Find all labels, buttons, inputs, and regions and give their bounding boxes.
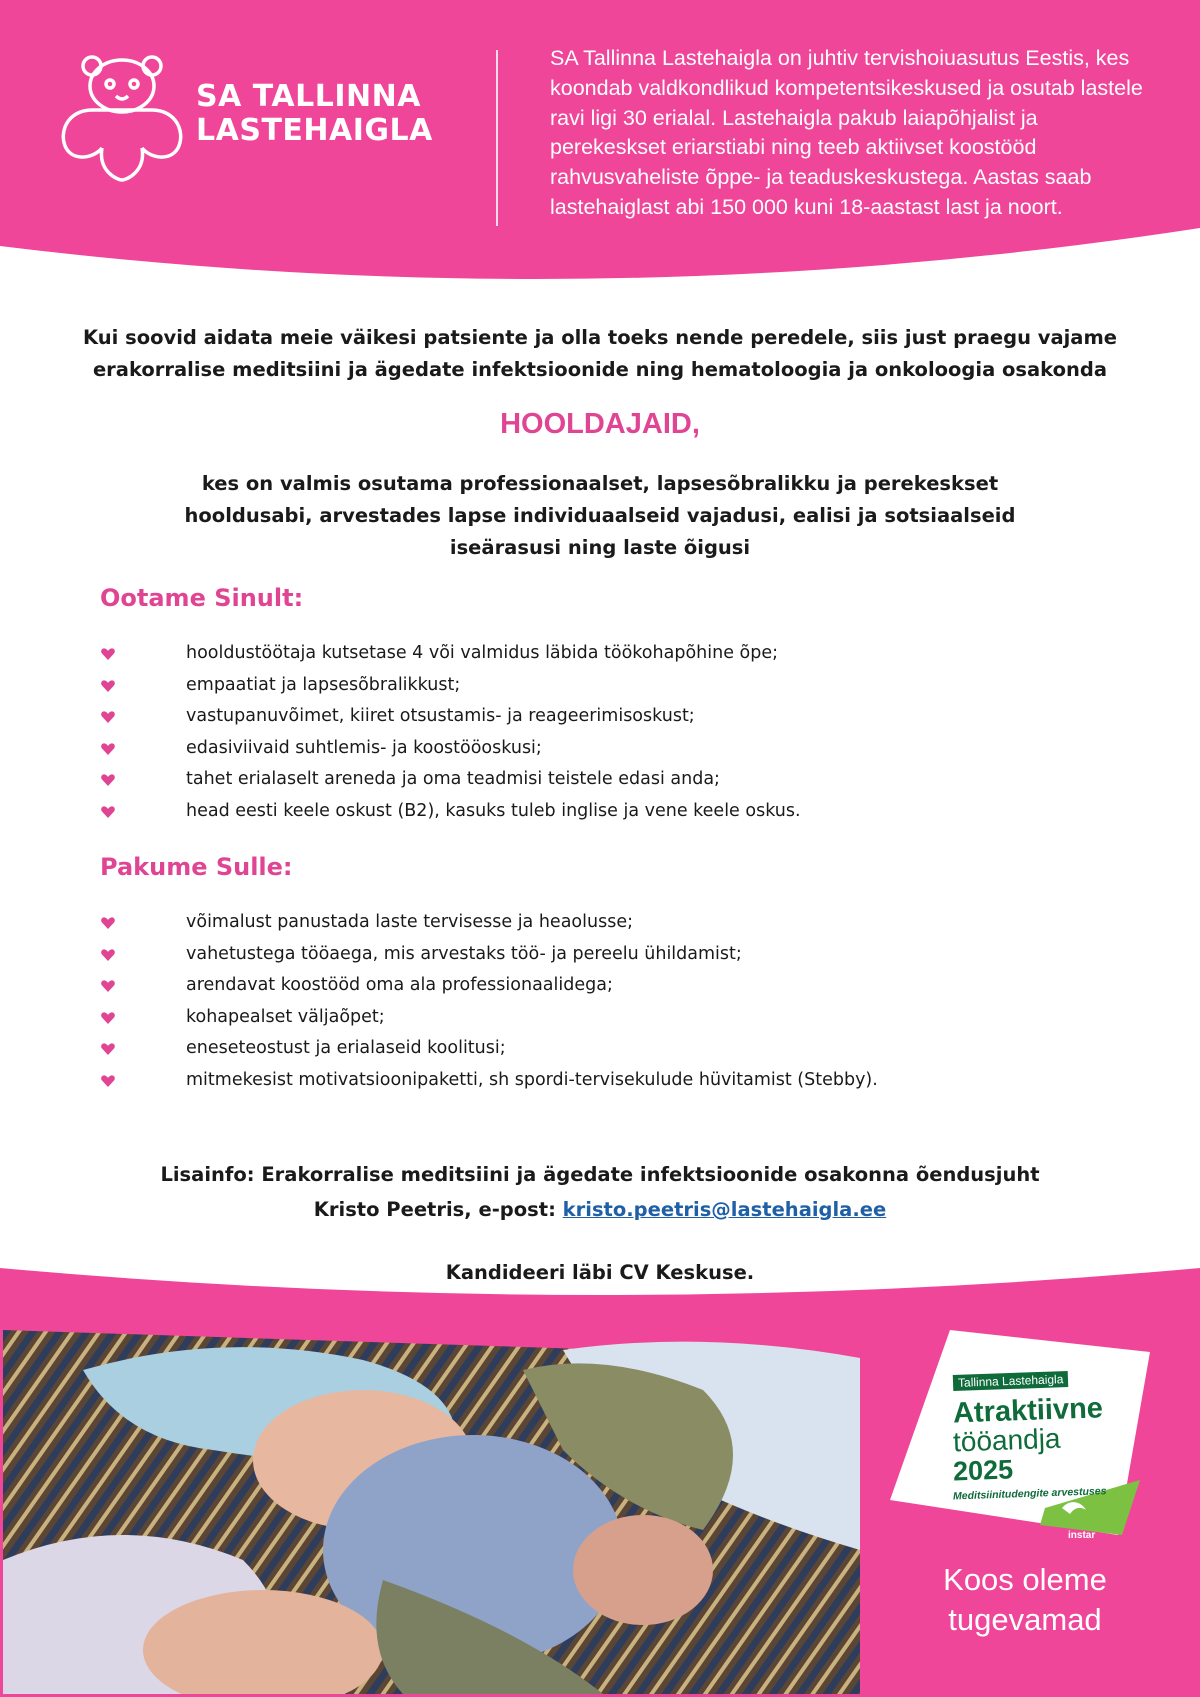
contact-name: Kristo Peetris, e-post: <box>313 1198 563 1221</box>
heart-bullet-icon <box>100 678 116 694</box>
slogan-line-1: Koos oleme <box>943 1562 1107 1597</box>
list-item <box>100 701 1100 733</box>
logo-wordmark <box>196 80 433 148</box>
list-item-text: vahetustega tööaega, mis arvestaks töö- ja pereelu ühildamist; <box>186 943 742 964</box>
logo-line-1: SA TALLINNA <box>196 79 421 114</box>
list-item-text: vastupanuvõimet, kiiret otsustamis- ja reageerimisoskust; <box>186 706 695 726</box>
list-item-text: empaatiat ja lapsesõbralikkust; <box>186 674 461 695</box>
job-description: kes on valmis osutama professionaalset, lapsesõbralikku ja perekeskset hooldusabi, arvestades lapse individuaalseid vajadusi, ealisi ja sotsiaalseid iseärasusi ning laste õigusi <box>184 472 1016 559</box>
heart-bullet-icon <box>100 1041 116 1057</box>
list-item <box>100 1033 1100 1065</box>
heart-bullet-icon <box>100 741 116 757</box>
badge-subtitle: Meditsiinitudengite arvestuses <box>952 1485 1107 1503</box>
hospital-intro: SA Tallinna Lastehaigla on juhtiv tervishoiuasutus Eestis, kes koondab valdkondlikud kompetentsikeskused ja osutab lastele ravi ligi 30 erialal. Lastehaigla pakub laiapõhjalist ja perekeskset eriarstiabi ning teeb aktiivset koostööd rahvusvaheliste õppe- ja teaduskeskustega. Aastas saab lastehaiglast abi 150 000 kuni 18-aastast last ja noort. <box>550 46 1143 219</box>
heart-bullet-icon <box>100 709 116 725</box>
list-item <box>100 733 1100 765</box>
requirements-heading: Ootame Sinult: <box>100 584 304 612</box>
babies-photo <box>3 1330 860 1694</box>
heart-bullet-icon <box>100 1010 116 1026</box>
list-item <box>100 796 1100 828</box>
job-title: HOOLDAJAID, <box>500 408 700 440</box>
list-item <box>100 939 1100 971</box>
heart-bullet-icon <box>100 646 116 662</box>
list-item <box>100 764 1100 796</box>
list-item <box>100 1002 1100 1034</box>
slogan <box>900 1560 1150 1640</box>
requirements-list <box>100 638 1100 827</box>
teddy-bear-icon <box>58 52 188 182</box>
list-item <box>100 638 1100 670</box>
list-item-text: edasiviivaid suhtlemis- ja koostööoskusi; <box>186 737 542 758</box>
slogan-line-2: tugevamad <box>948 1602 1102 1637</box>
contact-info <box>60 1157 1140 1227</box>
list-item-text: kohapealset väljaõpet; <box>186 1006 385 1027</box>
contact-line-1: Lisainfo: Erakorralise meditsiini ja ägedate infektsioonide osakonna õendusjuht <box>160 1163 1040 1186</box>
heart-bullet-icon <box>100 1073 116 1089</box>
lead-text: Kui soovid aidata meie väikesi patsiente ja olla toeks nende peredele, siis just praegu vajame erakorralise meditsiini ja ägedate infektsioonide ning hematoloogia ja onkoloogia osakonda <box>82 326 1118 381</box>
list-item-text: arendavat koostööd oma ala professionaalidega; <box>186 975 613 995</box>
badge-brand: instar <box>1068 1530 1096 1541</box>
list-item-text: eneseteostust ja erialaseid koolitusi; <box>186 1038 506 1058</box>
header-divider <box>496 50 498 226</box>
attractive-employer-badge <box>952 1370 1153 1503</box>
offers-heading: Pakume Sulle: <box>100 853 293 881</box>
contact-line-2 <box>60 1192 1140 1227</box>
badge-tag: Tallinna Lastehaigla <box>953 1371 1069 1391</box>
heart-bullet-icon <box>100 804 116 820</box>
offers-list <box>100 907 1100 1096</box>
heart-bullet-icon <box>100 947 116 963</box>
list-item-text: võimalust panustada laste tervisesse ja heaolusse; <box>186 912 633 932</box>
logo-line-2: LASTEHAIGLA <box>196 113 433 148</box>
list-item-text: tahet erialaselt areneda ja oma teadmisi teistele edasi anda; <box>186 769 720 789</box>
heart-bullet-icon <box>100 772 116 788</box>
list-item <box>100 1065 1100 1097</box>
list-item-text: hooldustöötaja kutsetase 4 või valmidus läbida töökohapõhine õpe; <box>186 643 779 663</box>
list-item <box>100 670 1100 702</box>
heart-bullet-icon <box>100 915 116 931</box>
list-item <box>100 907 1100 939</box>
list-item-text: head eesti keele oskust (B2), kasuks tuleb inglise ja vene keele oskus. <box>186 800 801 821</box>
badge-title-line-2: tööandja <box>952 1422 1061 1458</box>
list-item <box>100 970 1100 1002</box>
badge-title-line-1: Atraktiivne <box>952 1392 1104 1430</box>
heart-bullet-icon <box>100 978 116 994</box>
badge-year: 2025 <box>952 1454 1014 1487</box>
apply-text: Kandideeri läbi CV Keskuse. <box>445 1261 755 1284</box>
hospital-logo[interactable] <box>58 52 458 182</box>
contact-email-link[interactable]: kristo.peetris@lastehaigla.ee <box>562 1198 887 1221</box>
list-item-text: mitmekesist motivatsioonipaketti, sh spordi-tervisekulude hüvitamist (Stebby). <box>186 1069 878 1090</box>
